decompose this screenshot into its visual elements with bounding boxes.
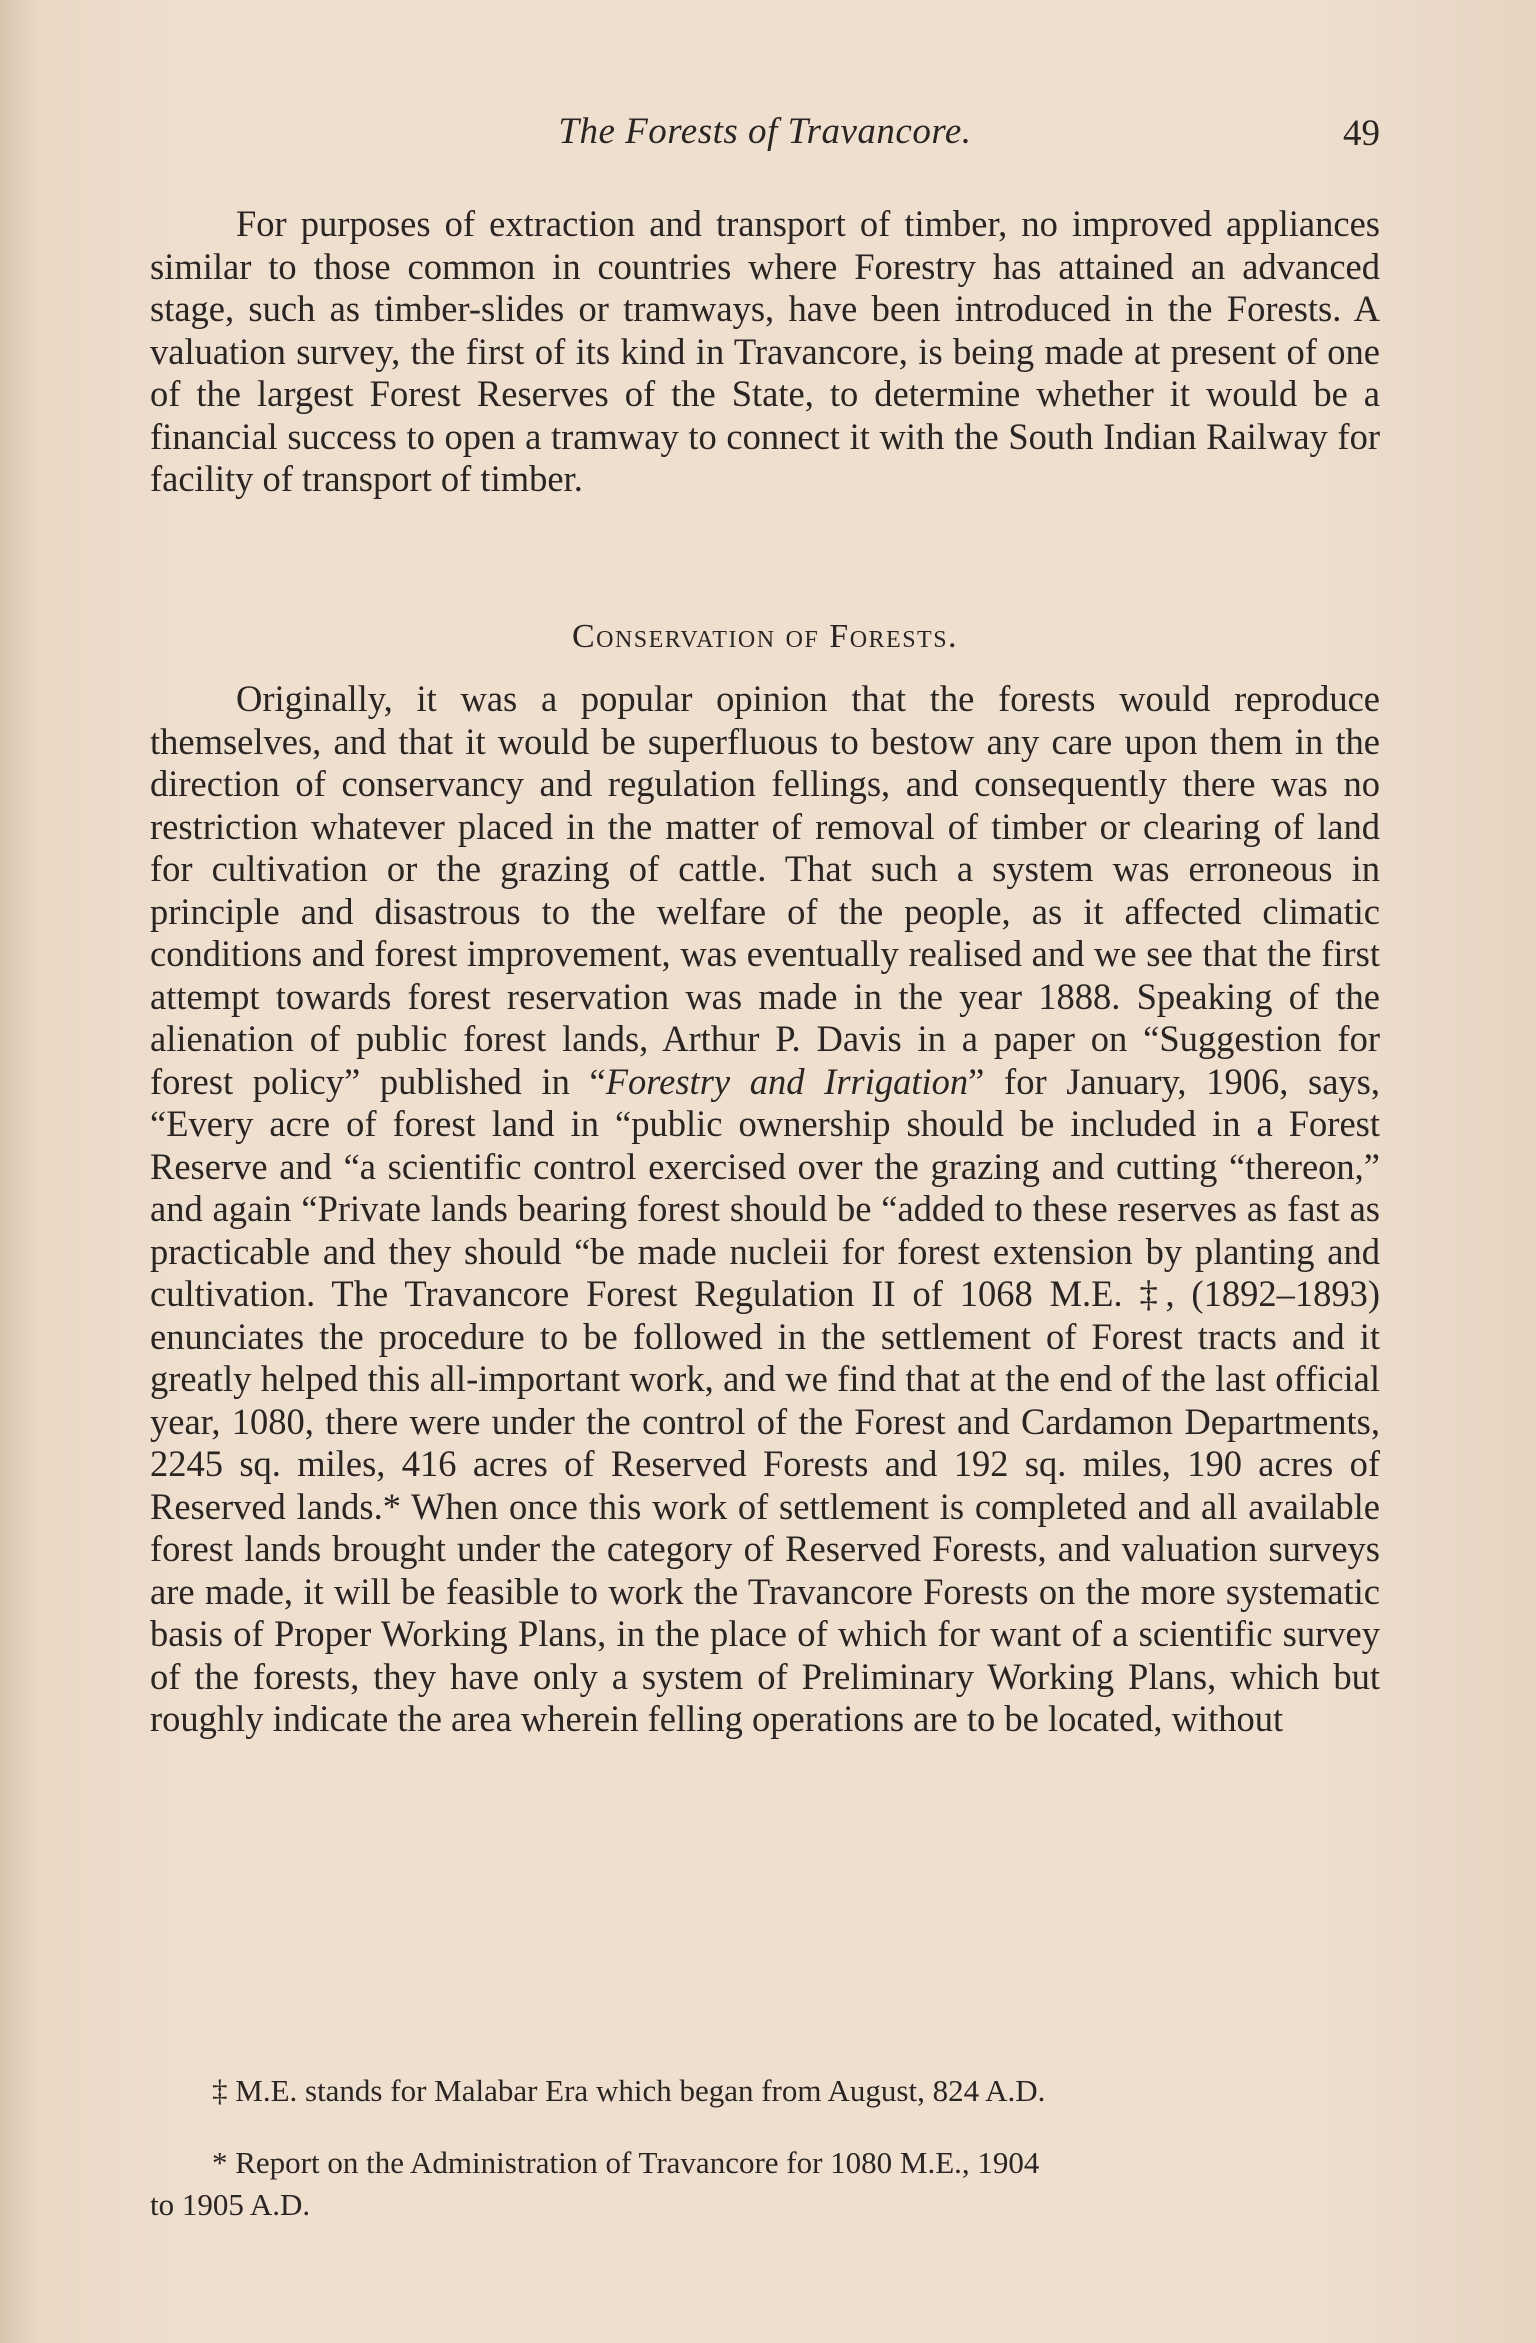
footnote-report <box>150 2142 1380 2226</box>
page-number: 49 <box>1343 113 1380 154</box>
footnote-malabar-era: ‡ M.E. stands for Malabar Era which began from August, 824 A.D. <box>212 2073 1046 2108</box>
book-page <box>150 110 1380 2320</box>
section-heading: Conservation of Forests. <box>571 618 959 655</box>
footnotes <box>150 2070 1380 2226</box>
running-head <box>150 110 1380 160</box>
paragraph-transport: For purposes of extraction and transport of timber, no improved appliances similar to those common in countries where Forestry has attained an advanced stage, such as timber-slides or tramways, have been introduced in the Forests. A valuation survey, the first of its kind in Travancore, is being made at present of one of the largest Forest Reserves of the State, to determine whether it would be a financial success to open a tramway to connect it with the South Indian Railway for facility of transport of timber. <box>150 203 1380 499</box>
paragraph-conservation <box>150 678 1380 1741</box>
running-title: The Forests of Travancore. <box>558 111 972 152</box>
footnote-report-line-1: * Report on the Administration of Travancore for 1080 M.E., 1904 <box>212 2145 1040 2180</box>
journal-title: Forestry and Irrigation <box>605 1060 969 1102</box>
footnote-report-line-2: to 1905 A.D. <box>150 2187 311 2222</box>
paragraph-conservation-part-1: Originally, it was a popular opinion that the forests would reproduce themselves, and that it would be superfluous to bestow any care upon them in the direction of conservancy and regulation fellings, and consequently there was no restriction whatever placed in the matter of removal of timber or clearing of land for cultivation or the grazing of cattle. That such a system was erroneous in principle and disastrous to the welfare of the people, as it affected climatic conditions and forest improvement, was eventually realised and we see that the first attempt towards forest reservation was made in the year 1888. Speaking of the alienation of public forest lands, Arthur P. Davis in a paper on “Suggestion for forest policy” published in “ <box>150 678 1380 1102</box>
paragraph-conservation-part-2: ” for January, 1906, says, “Every acre of forest land in “public ownership should be included in a Forest Reserve and “a scientific control exercised over the grazing and cutting “thereon,” and again “Private lands bearing forest should be “added to these reserves as fast as practicable and they should “be made nucleii for forest extension by planting and cultivation. The Travancore Forest Regulation II of 1068 M.E. ‡, (1892–1893) enunciates the procedure to be followed in the settlement of Forest tracts and it greatly helped this all-important work, and we find that at the end of the last official year, 1080, there were under the control of the Forest and Cardamon Departments, 2245 sq. miles, 416 acres of Reserved Forests and 192 sq. miles, 190 acres of Reserved lands.* When once this work of settlement is completed and all available forest lands brought under the category of Reserved Forests, and valuation surveys are made, it will be feasible to work the Travancore Forests on the more systematic basis of Proper Working Plans, in the place of which for want of a scientific survey of the forests, they have only a system of Preliminary Working Plans, which but roughly indicate the area wherein felling operations are to be located, without <box>150 1060 1380 1739</box>
